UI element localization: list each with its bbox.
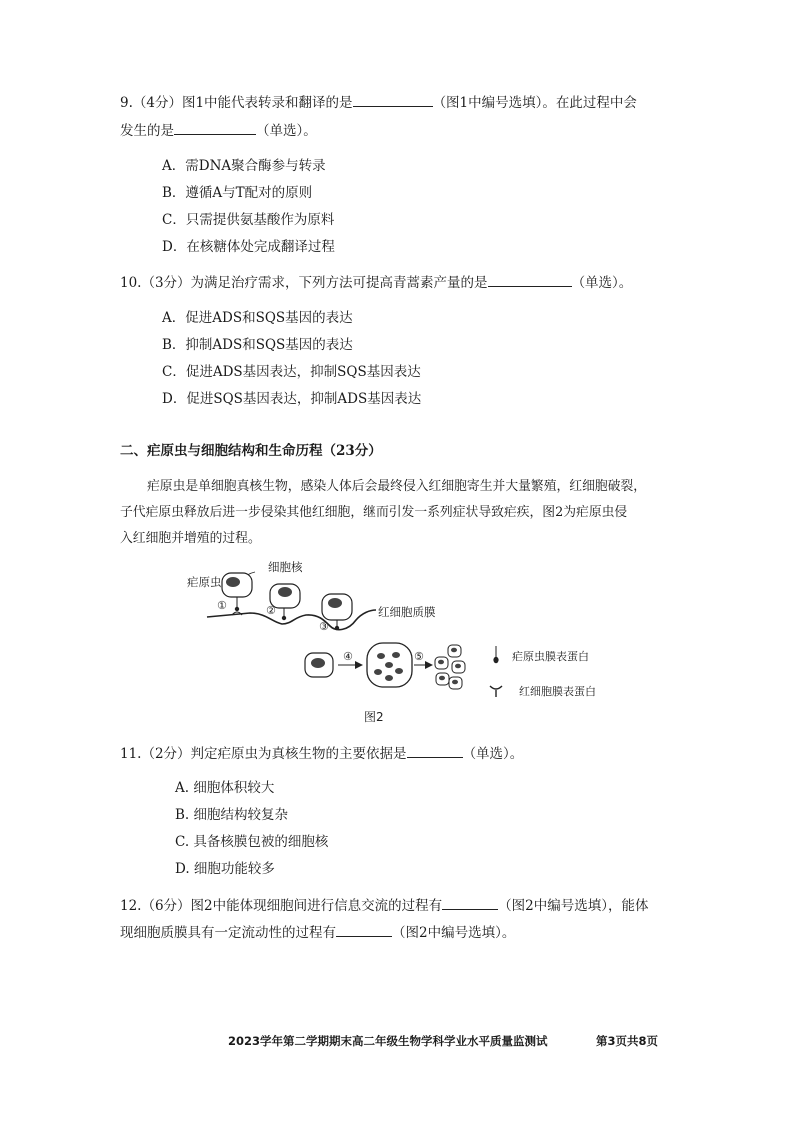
section2-paragraph-line3: 入红细胞并增殖的过程。 — [120, 531, 261, 546]
q11-answer-blank[interactable] — [407, 743, 463, 758]
label-membrane: 红细胞质膜 — [378, 605, 436, 619]
footer-page-info: 第3页共8页 — [596, 1034, 659, 1048]
q12-answer-blank-1[interactable] — [442, 895, 498, 910]
q11-stem: 11.（2分）判定疟原虫为真核生物的主要依据是 （单选）。 — [120, 743, 523, 764]
section2-paragraph-line1: 疟原虫是单细胞真核生物，感染人体后会最终侵入红细胞寄生并大量繁殖，红细胞破裂， — [147, 479, 647, 494]
q9-option-b: B．遵循A与T配对的原则 — [162, 185, 313, 201]
label-parasite: 疟原虫 — [187, 575, 222, 589]
q9-option-a: A．需DNA聚合酶参与转录 — [162, 158, 326, 174]
step-3-label: ③ — [319, 620, 329, 633]
legend-parasite-protein: 疟原虫膜表蛋白 — [512, 650, 589, 663]
parasite-in-rbc — [305, 653, 333, 677]
step-5-label: ⑤ — [414, 650, 424, 663]
q9-option-d: D．在核糖体处完成翻译过程 — [162, 239, 335, 255]
q10-answer-blank[interactable] — [488, 272, 572, 287]
q9-answer-blank-2[interactable] — [174, 120, 256, 135]
legend-parasite-protein-icon — [493, 646, 498, 663]
q11-option-d: D. 细胞功能较多 — [175, 861, 275, 877]
q10-option-d: D．促进SQS基因表达，抑制ADS基因表达 — [162, 391, 422, 407]
q9-answer-blank-1[interactable] — [353, 92, 433, 107]
q12-stem: 12.（6分）图2中能体现细胞间进行信息交流的过程有 （图2中编号选填），能体 — [120, 895, 649, 916]
footer-exam-title: 2023学年第二学期期末高二年级生物学科学业水平质量监测试 — [228, 1034, 548, 1048]
q10-stem: 10.（3分）为满足治疗需求，下列方法可提高青蒿素产量的是 （单选）。 — [120, 272, 632, 293]
q10-option-b: B．抑制ADS和SQS基因的表达 — [162, 337, 353, 353]
section2-paragraph-line2: 子代疟原虫释放后进一步侵染其他红细胞，继而引发一系列症状导致疟疾，图2为疟原虫侵 — [120, 505, 628, 520]
q10-option-a: A．促进ADS和SQS基因的表达 — [162, 310, 353, 326]
q11-option-c: C. 具备核膜包被的细胞核 — [175, 834, 329, 850]
legend-rbc-protein-icon — [490, 686, 502, 697]
figure-2-diagram — [0, 550, 794, 725]
step-1-label: ① — [217, 599, 227, 612]
q9-option-c: C．只需提供氨基酸作为原料 — [162, 212, 335, 228]
legend-rbc-protein: 红细胞膜表蛋白 — [519, 685, 596, 698]
q12-answer-blank-2[interactable] — [336, 922, 392, 937]
schizont-cell — [367, 643, 412, 687]
section2-title: 二、疟原虫与细胞结构和生命历程（23分） — [120, 443, 382, 459]
label-nucleus: 细胞核 — [268, 560, 303, 574]
released-merozoites — [435, 645, 465, 689]
q11-option-a: A. 细胞体积较大 — [175, 780, 275, 796]
q12-stem-line2: 现细胞质膜具有一定流动性的过程有 （图2中编号选填）。 — [120, 922, 515, 943]
q11-option-b: B. 细胞结构较复杂 — [175, 807, 289, 823]
step-2-label: ② — [266, 604, 276, 617]
step-4-label: ④ — [343, 650, 353, 663]
q10-option-c: C．促进ADS基因表达，抑制SQS基因表达 — [162, 364, 421, 380]
q9-stem: 9.（4分）图1中能代表转录和翻译的是 （图1中编号选填）。在此过程中会 — [120, 92, 637, 113]
figure-2-caption: 图2 — [364, 710, 384, 724]
q9-stem-line2: 发生的是 （单选）。 — [120, 120, 317, 141]
